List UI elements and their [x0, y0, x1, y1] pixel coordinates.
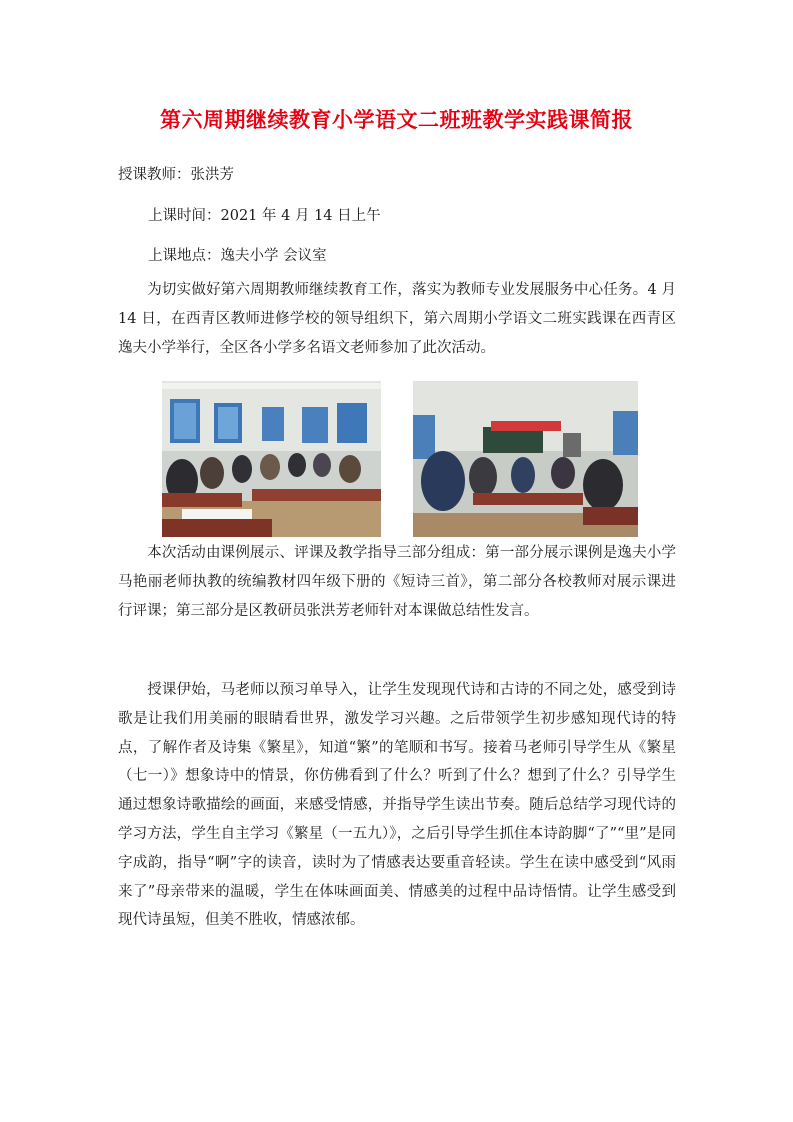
- page-title: 第六周期继续教育小学语文二班班教学实践课简报: [160, 107, 633, 132]
- classroom-photo-right: [413, 381, 638, 537]
- paragraph-intro: 为切实做好第六周期教师继续教育工作，落实为教师专业发展服务中心任务。4 月 14 日，在西青区教师进修学校的领导组织下，第六周期小学语文二班实践课在西青区逸夫小学举行，全区各小学多名语文老师参加了此次活动。: [118, 282, 676, 356]
- paragraph-overview: 本次活动由课例展示、评课及教学指导三部分组成：第一部分展示课例是逸夫小学马艳丽老师执教的统编教材四年级下册的《短诗三首》，第二部分各校教师对展示课进行评课；第三部分是区教研员张洪芳老师针对本课做总结性发言。: [118, 545, 676, 619]
- time-line: 上课时间：2021 年 4 月 14 日上午: [148, 208, 381, 224]
- place-line: 上课地点：逸夫小学 会议室: [148, 248, 327, 264]
- classroom-photo-left: [162, 381, 381, 537]
- teacher-line: 授课教师：张洪芳: [118, 167, 234, 183]
- paragraph-lesson: 授课伊始，马老师以预习单导入，让学生发现现代诗和古诗的不同之处，感受到诗歌是让我们用美丽的眼睛看世界，激发学习兴趣。之后带领学生初步感知现代诗的特点，了解作者及诗集《繁星》，知道“繁”的笔顺和书写。接着马老师引导学生从《繁星（七一）》想象诗中的情景，你仿佛看到了什么？听到了什么？想到了什么？引导学生通过想象诗歌描绘的画面，来感受情感，并指导学生读出节奏。随后总结学习现代诗的学习方法，学生自主学习《繁星（一五九）》，之后引导学生抓住本诗韵脚“了”“里”是同字成韵，指导“啊”字的读音，读时为了情感表达要重音轻读。学生在读中感受到“风雨来了”母亲带来的温暖，学生在体味画面美、情感美的过程中品诗悟情。让学生感受到现代诗虽短，但美不胜收，情感浓郁。: [118, 682, 676, 929]
